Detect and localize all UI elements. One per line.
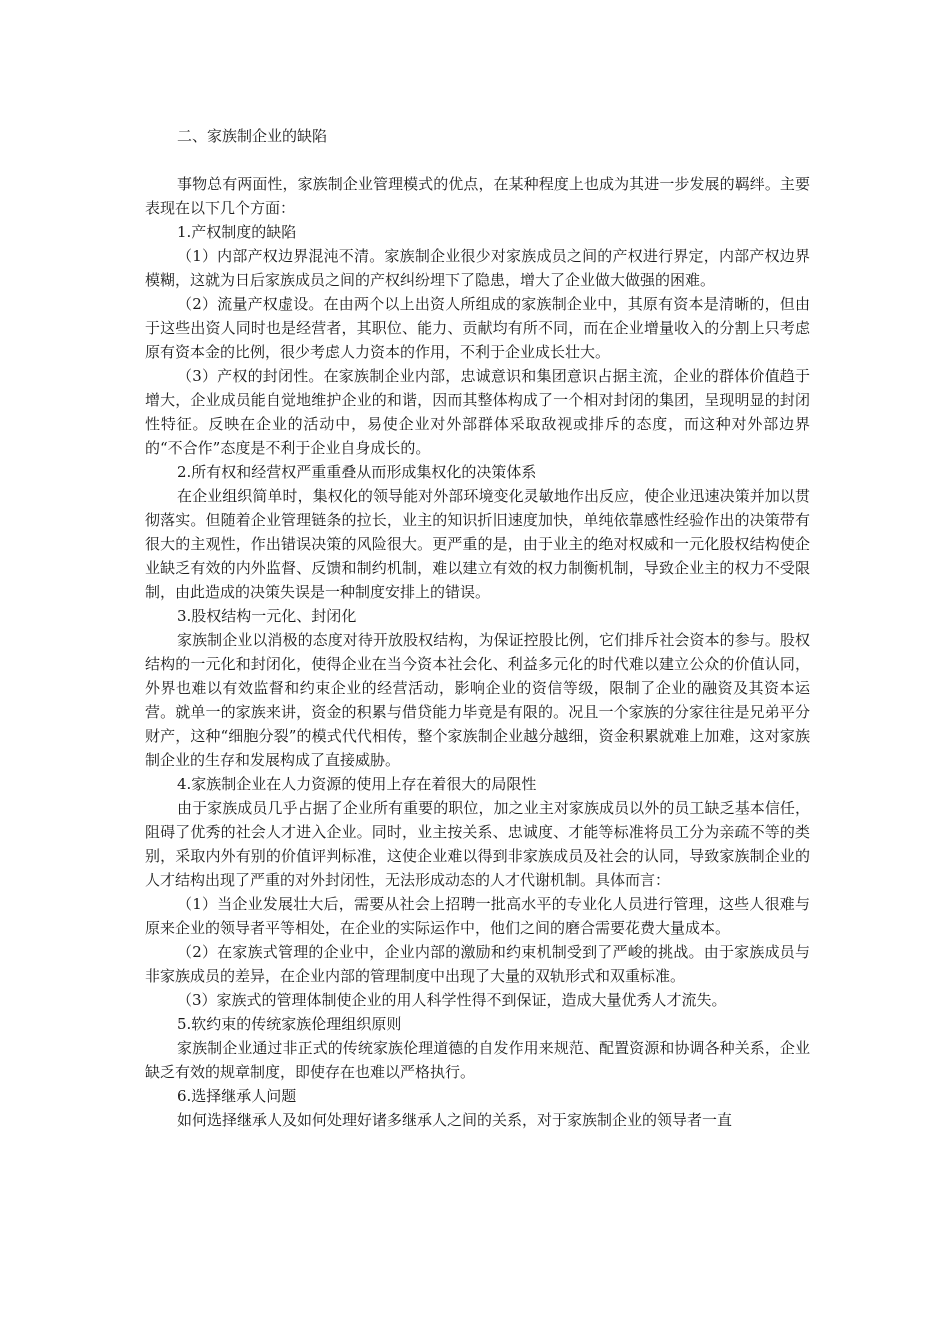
paragraph-closed-property: （3）产权的封闭性。在家族制企业内部，忠诚意识和集团意识占据主流，企业的群体价值趋于增大，企业成员能自觉地维护企业的和谐，因而其整体构成了一个相对封闭的集团，呈现明显的封闭性特征。反映在企业的活动中，易使企业对外部群体采取敌视或排斥的态度，而这种对外部边界的“不合作”态度是不利于企业自身成长的。 bbox=[145, 367, 810, 457]
paragraph-flow-property: （2）流量产权虚设。在由两个以上出资人所组成的家族制企业中，其原有资本是清晰的，但由于这些出资人同时也是经营者，其职位、能力、贡献均有所不同，而在企业增量收入的分割上只考虑原有资本金的比例，很少考虑人力资本的作用，不利于企业成长壮大。 bbox=[145, 295, 810, 361]
document-body bbox=[145, 124, 810, 1132]
heading-equity-structure: 3.股权结构一元化、封闭化 bbox=[177, 607, 357, 625]
paragraph-hr-point-2: （2）在家族式管理的企业中，企业内部的激励和约束机制受到了严峻的挑战。由于家族成员与非家族成员的差异，在企业内部的管理制度中出现了大量的双轨形式和双重标准。 bbox=[145, 943, 810, 985]
paragraph-human-resources: 由于家族成员几乎占据了企业所有重要的职位，加之业主对家族成员以外的员工缺乏基本信任，阻碍了优秀的社会人才进入企业。同时，业主按关系、忠诚度、才能等标准将员工分为亲疏不等的类别，采取内外有别的价值评判标准，这使企业难以得到非家族成员及社会的认同，导致家族制企业的人才结构出现了严重的对外封闭性，无法形成动态的人才代谢机制。具体而言： bbox=[145, 799, 810, 889]
paragraph-property-boundary: （1）内部产权边界混沌不清。家族制企业很少对家族成员之间的产权进行界定，内部产权边界模糊，这就为日后家族成员之间的产权纠纷埋下了隐患，增大了企业做大做强的困难。 bbox=[145, 247, 810, 289]
paragraph-hr-point-1: （1）当企业发展壮大后，需要从社会上招聘一批高水平的专业化人员进行管理，这些人很难与原来企业的领导者平等相处，在企业的实际运作中，他们之间的磨合需要花费大量成本。 bbox=[145, 895, 810, 937]
section-title: 二、家族制企业的缺陷 bbox=[177, 127, 328, 145]
paragraph-equity-structure: 家族制企业以消极的态度对待开放股权结构，为保证控股比例，它们排斥社会资本的参与。股权结构的一元化和封闭化，使得企业在当今资本社会化、利益多元化的时代难以建立公众的价值认同，外界也难以有效监督和约束企业的经营活动，影响企业的资信等级，限制了企业的融资及其资本运营。就单一的家族来讲，资金的积累与借贷能力毕竟是有限的。况且一个家族的分家往往是兄弟平分财产，这种“细胞分裂”的模式代代相传，整个家族制企业越分越细，资金积累就难上加难，这对家族制企业的生存和发展构成了直接威胁。 bbox=[145, 631, 810, 769]
heading-successor: 6.选择继承人问题 bbox=[177, 1087, 297, 1105]
heading-human-resources: 4.家族制企业在人力资源的使用上存在着很大的局限性 bbox=[177, 775, 537, 793]
heading-family-ethics: 5.软约束的传统家族伦理组织原则 bbox=[177, 1015, 402, 1033]
paragraph-centralized-decision: 在企业组织简单时，集权化的领导能对外部环境变化灵敏地作出反应，使企业迅速决策并加以贯彻落实。但随着企业管理链条的拉长，业主的知识折旧速度加快，单纯依靠感性经验作出的决策带有很大的主观性，作出错误决策的风险很大。更严重的是，由于业主的绝对权威和一元化股权结构使企业缺乏有效的内外监督、反馈和制约机制，难以建立有效的权力制衡机制，导致企业主的权力不受限制，由此造成的决策失误是一种制度安排上的错误。 bbox=[145, 487, 810, 601]
paragraph-successor: 如何选择继承人及如何处理好诸多继承人之间的关系，对于家族制企业的领导者一直 bbox=[177, 1111, 733, 1129]
heading-centralized-decision: 2.所有权和经营权严重重叠从而形成集权化的决策体系 bbox=[177, 463, 537, 481]
intro-paragraph: 事物总有两面性，家族制企业管理模式的优点，在某种程度上也成为其进一步发展的羁绊。主要表现在以下几个方面： bbox=[145, 175, 810, 217]
paragraph-family-ethics: 家族制企业通过非正式的传统家族伦理道德的自发作用来规范、配置资源和协调各种关系，企业缺乏有效的规章制度，即使存在也难以严格执行。 bbox=[145, 1039, 810, 1081]
paragraph-hr-point-3: （3）家族式的管理体制使企业的用人科学性得不到保证，造成大量优秀人才流失。 bbox=[177, 991, 727, 1009]
heading-property-rights: 1.产权制度的缺陷 bbox=[177, 223, 297, 241]
